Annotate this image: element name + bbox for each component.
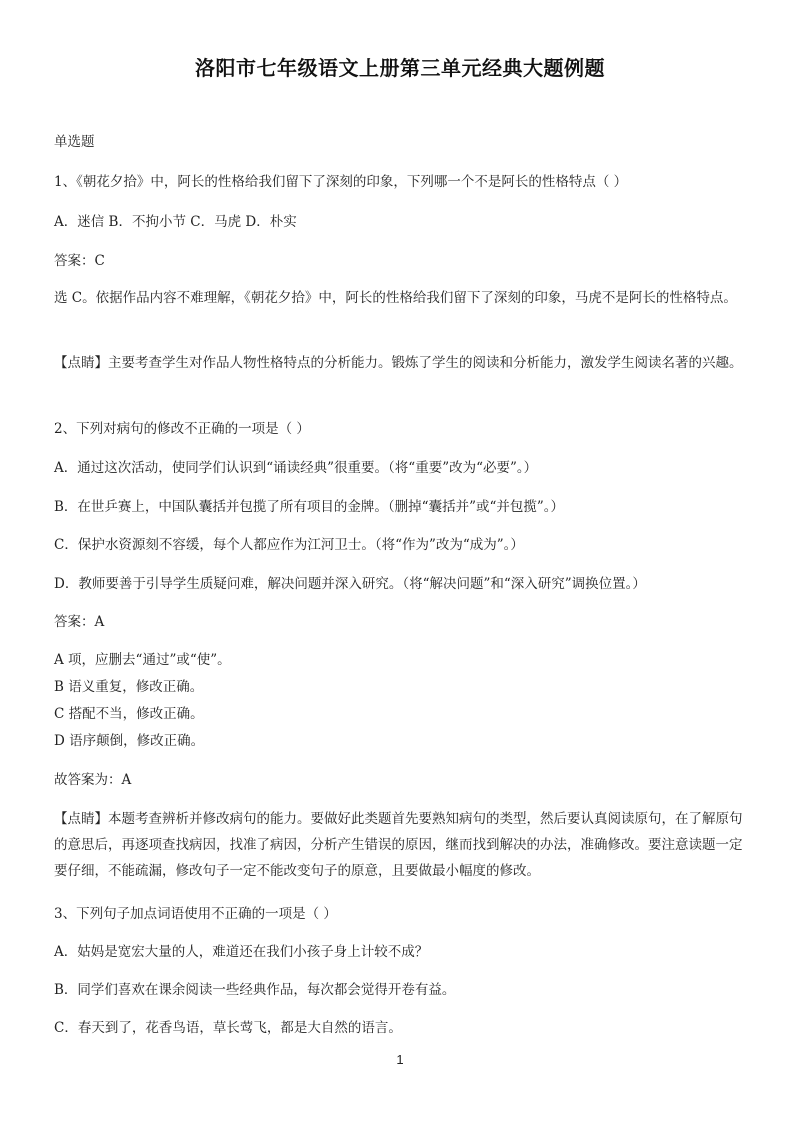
- question-1-options: A．迷信 B．不拘小节 C．马虎 D．朴实: [54, 214, 297, 230]
- question-2-option-b: B．在世乒赛上，中国队囊括并包揽了所有项目的金牌。（删掉“囊括并”或“并包揽”。）: [54, 499, 565, 515]
- question-3-option-c: C．春天到了，花香鸟语，草长莺飞，都是大自然的语言。: [54, 1020, 402, 1036]
- question-2-option-a: A．通过这次活动，使同学们认识到“诵读经典”很重要。（将“重要”改为“必要”。）: [54, 460, 538, 476]
- question-2-answer: 答案：A: [54, 614, 105, 630]
- page-title: 洛阳市七年级语文上册第三单元经典大题例题: [195, 56, 605, 80]
- section-heading: 单选题: [54, 134, 95, 150]
- page-number: 1: [396, 1052, 404, 1067]
- question-1-answer: 答案：C: [54, 253, 105, 269]
- question-3-stem: 3、下列句子加点词语使用不正确的一项是（ ）: [54, 906, 337, 922]
- question-3-option-b: B．同学们喜欢在课余阅读一些经典作品，每次都会觉得开卷有益。: [54, 982, 456, 998]
- question-2-explanation-b: B 语义重复，修改正确。: [54, 679, 204, 695]
- question-2-stem: 2、下列对病句的修改不正确的一项是（ ）: [54, 421, 310, 437]
- question-2-key-point: 【点睛】本题考查辨析并修改病句的能力。要做好此类题首先要熟知病句的类型，然后要认真阅读原句，在了解原句的意思后，再逐项查找病因，找准了病因，分析产生错误的原因，继而找到解决的办法，准确修改。要注意读题一定要仔细，不能疏漏，修改句子一定不能改变句子的原意，且要做最小幅度的修改。: [54, 811, 743, 879]
- question-2-explanation-c: C 搭配不当，修改正确。: [54, 706, 204, 722]
- question-2-option-c: C．保护水资源刻不容缓，每个人都应作为江河卫士。（将“作为”改为“成为”。）: [54, 537, 524, 553]
- question-2-final-answer: 故答案为：A: [54, 772, 132, 788]
- question-3-option-a: A．姑妈是宽宏大量的人，难道还在我们小孩子身上计较不成？: [54, 944, 429, 960]
- question-2-explanation-d: D 语序颠倒，修改正确。: [54, 733, 205, 749]
- question-1-stem: 1、《朝花夕拾》中，阿长的性格给我们留下了深刻的印象，下列哪一个不是阿长的性格特点（ ）: [54, 174, 628, 190]
- question-2-explanation-a: A 项，应删去“通过”或“使”。: [54, 652, 231, 668]
- question-1-analysis: 选 C。依据作品内容不难理解，《朝花夕拾》中，阿长的性格给我们留下了深刻的印象，马虎不是阿长的性格特点。: [54, 290, 737, 306]
- question-1-key-point: 【点睛】主要考查学生对作品人物性格特点的分析能力。锻炼了学生的阅读和分析能力，激发学生阅读名著的兴趣。: [54, 355, 743, 371]
- question-2-option-d: D．教师要善于引导学生质疑问难，解决问题并深入研究。（将“解决问题”和“深入研究”调换位置。）: [54, 576, 646, 592]
